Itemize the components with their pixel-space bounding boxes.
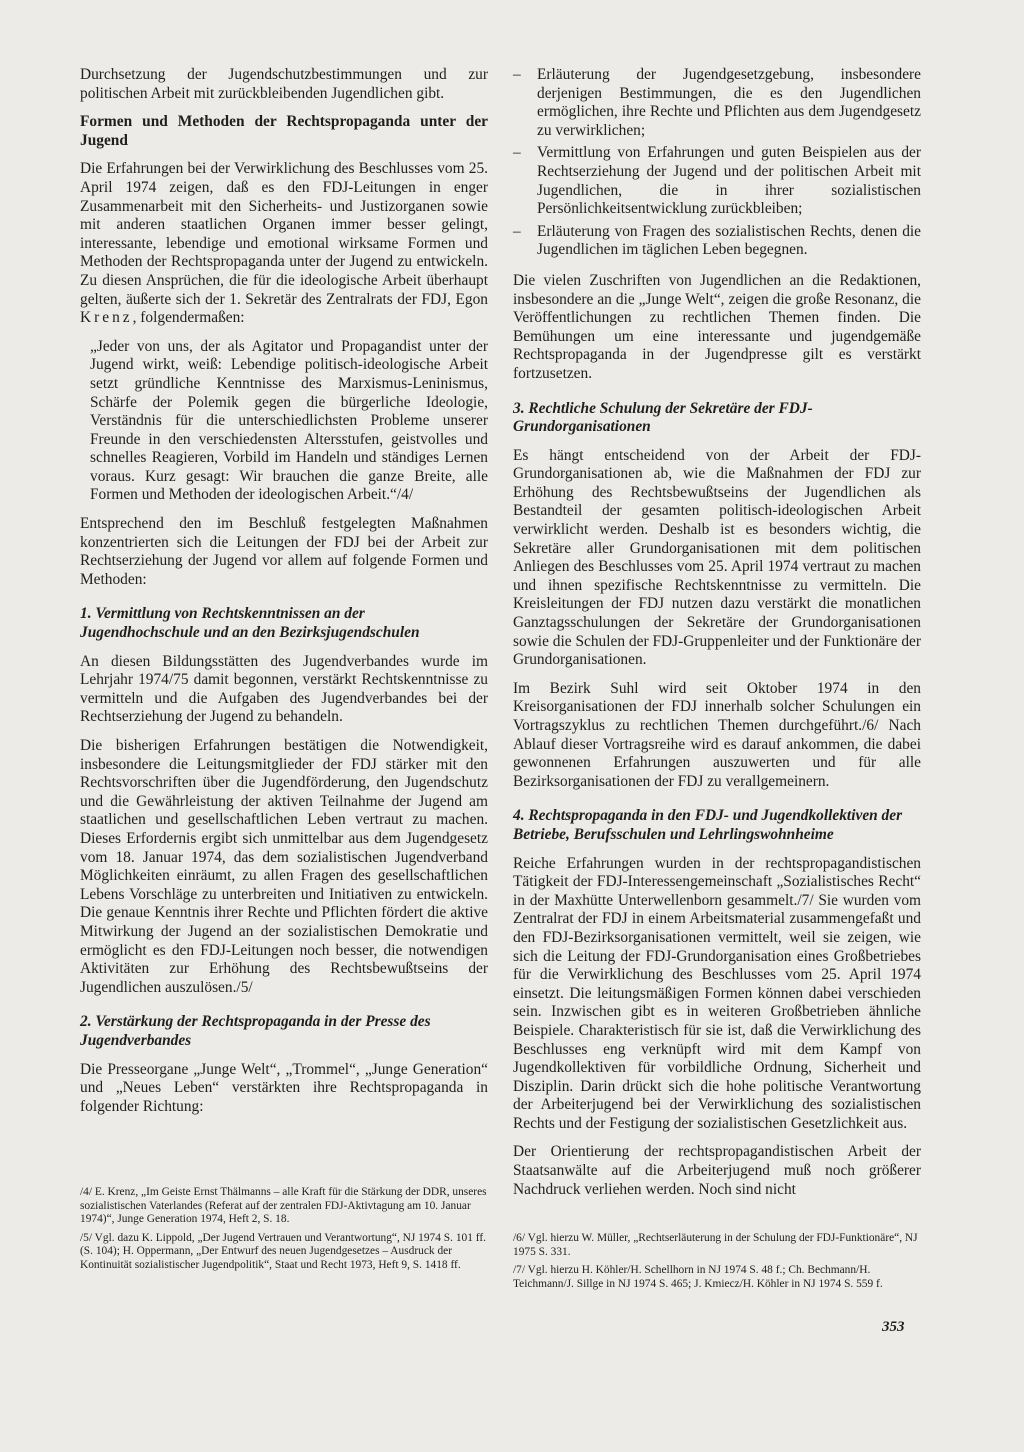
- left-column: [80, 66, 488, 1126]
- right-column: [513, 66, 921, 1209]
- list-item: – Erläuterung von Fragen des sozialistischen Rechts, denen die Jugendlichen im täglichen Leben begegnen.: [513, 223, 921, 260]
- author-name: Krenz: [80, 309, 133, 327]
- paragraph-text: Die Erfahrungen bei der Verwirklichung des Beschlusses vom 25. April 1974 zeigen, daß es den FDJ-Leitungen in enger Zusammenarbeit mit den Sicherheits- und Justizorganen sowie mit anderen staatlichen Organen immer besser gelingt, interessante, lebendige und emotional wirksame Formen und Methoden der Rechtspropaganda unter der Jugend zu entwickeln. Zu diesen Ansprüchen, die für die ideologische Arbeit überhaupt gelten, äußerte sich der 1. Sekretär des Zentralrats der FDJ, Egon: [80, 160, 488, 308]
- paragraph: Die vielen Zuschriften von Jugendlichen an die Redaktionen, insbesondere an die „Junge Welt“, zeigen die große Resonanz, die Veröffentlichungen zu rechtlichen Themen finden. Die Bemühungen um eine interessante und jugendgemäße Rechtspropaganda in der Jugendpresse gilt es verstärkt fortzusetzen.: [513, 271, 921, 382]
- footnotes-right: [513, 1232, 921, 1296]
- paragraph: Die bisherigen Erfahrungen bestätigen die Notwendigkeit, insbesondere die Leitungsmitglieder der FDJ stärker mit den Rechtsvorschriften über die Jugendförderung, den Jugendschutz und die Gewährleistung der aktiven Teilnahme der Jugend am staatlichen und gesellschaftlichen Leben vertraut zu machen. Dieses Erfordernis ergibt sich unmittelbar aus dem Jugendgesetz vom 18. Januar 1974, das dem sozialistischen Jugendverband Möglichkeiten einräumt, zu allen Fragen des gesellschaftlichen Lebens Vorschläge zu unterbreiten und Initiativen zu entwickeln. Die genaue Kenntnis ihrer Rechte und Pflichten fördert die aktive Mitwirkung der Jugend an der sozialistischen Demokratie und ermöglicht es den FDJ-Leitungen noch besser, die notwendigen Aktivitäten zur Erhöhung des Rechtsbewußtseins der Jugendlichen auszulösen./5/: [80, 737, 488, 996]
- footnote: /6/ Vgl. hierzu W. Müller, „Rechtserläuterung in der Schulung der FDJ-Funktionäre“, NJ 1975 S. 331.: [513, 1232, 918, 1258]
- paragraph: Die Presseorgane „Junge Welt“, „Trommel“, „Junge Generation“ und „Neues Leben“ verstärkten ihre Rechtspropaganda in folgender Richtung:: [80, 1060, 488, 1115]
- dash-list: [513, 66, 921, 260]
- paragraph: Es hängt entscheidend von der Arbeit der FDJ-Grundorganisationen ab, wie die Maßnahmen der FDJ zur Erhöhung des Rechtsbewußtseins der Jugendlichen als Bestandteil der gesamten politisch-ideologischen Arbeit verwirklicht werden. Deshalb ist es besonders wichtig, die Sekretäre aller Grundorganisationen mit dem politischen Anliegen des Beschlusses vom 25. April 1974 vertraut zu machen und ihnen spezifische Rechtskenntnisse zu vermitteln. Die Kreisleitungen der FDJ nutzen dazu verstärkt die monatlichen Ganztagsschulungen der Sekretäre der Grundorganisationen sowie die Schulen der FDJ-Gruppenleiter und der Funktionäre der Grundorganisationen.: [513, 446, 921, 669]
- subsection-heading-4: 4. Rechtspropaganda in den FDJ- und Jugendkollektiven der Betriebe, Berufsschulen und Lehrlingswohnheime: [513, 807, 903, 843]
- subsection-heading-3: 3. Rechtliche Schulung der Sekretäre der FDJ-Grundorganisationen: [513, 399, 813, 436]
- paragraph-text: , folgendermaßen:: [132, 309, 245, 327]
- section-heading: Formen und Methoden der Rechtspropaganda unter der Jugend: [80, 113, 488, 149]
- footnote: /7/ Vgl. hierzu H. Köhler/H. Schellhorn in NJ 1974 S. 48 f.; Ch. Bechmann/H. Teichmann/J. Sillge in NJ 1974 S. 465; J. Kmiecz/H. Köhler in NJ 1974 S. 559 f.: [513, 1264, 883, 1290]
- list-item: – Erläuterung der Jugendgesetzgebung, insbesondere derjenigen Bestimmungen, die es den Jugendlichen ermöglichen, ihre Rechte und Pflichten aus dem Jugendgesetz zu verwirklichen;: [513, 66, 921, 140]
- paragraph: Der Orientierung der rechtspropagandistischen Arbeit der Staatsanwälte auf die Arbeiterjugend muß noch größerer Nachdruck verliehen werden. Noch sind nicht: [513, 1143, 921, 1198]
- paragraph: [80, 160, 488, 327]
- footnote: /5/ Vgl. dazu K. Lippold, „Der Jugend Vertrauen und Verantwortung“, NJ 1974 S. 101 ff. (S. 104); H. Oppermann, „Der Entwurf des neuen Jugendgesetzes – Ausdruck der Kontinuität sozialistischer Jugendpolitik“, Staat und Recht 1973, Heft 9, S. 1418 ff.: [80, 1231, 486, 1271]
- page-number: 353: [882, 1319, 905, 1335]
- block-quote: „Jeder von uns, der als Agitator und Propagandist unter der Jugend wirkt, weiß: Lebendige politisch-ideologische Arbeit setzt gründliche Kenntnisse des Marxismus-Leninismus, Schärfe der Polemik gegen die bürgerliche Ideologie, Verständnis für die unterschiedlichsten Probleme unserer Freunde in den verschiedensten Altersstufen, geistvolles und schnelles Reagieren, Vorbild im Handeln und ständiges Lernen voraus. Kurz gesagt: Wir brauchen die ganze Breite, alle Formen und Methoden der ideologischen Arbeit.“/4/: [90, 337, 488, 504]
- footnote: /4/ E. Krenz, „Im Geiste Ernst Thälmanns – alle Kraft für die Stärkung der DDR, unseres sozialistischen Vaterlandes (Referat auf der zentralen FDJ-Aktivtagung am 10. Januar 1974)“, Junge Generation 1974, Heft 2, S. 18.: [80, 1186, 487, 1226]
- paragraph: An diesen Bildungsstätten des Jugendverbandes wurde im Lehrjahr 1974/75 damit begonnen, verstärkt Rechtskenntnisse zu vermitteln und die Aufgaben des Jugendverbandes bei der Rechtserziehung der Jugend zu behandeln.: [80, 652, 488, 726]
- footnotes-left: [80, 1186, 488, 1278]
- list-item: – Vermittlung von Erfahrungen und guten Beispielen aus der Rechtserziehung der Jugend und der politischen Arbeit mit Jugendlichen, die in ihrer sozialistischen Persönlichkeitsentwicklung zurückbleiben;: [513, 144, 921, 218]
- paragraph: Reiche Erfahrungen wurden in der rechtspropagandistischen Tätigkeit der FDJ-Interessengemeinschaft „Sozialistisches Recht“ in der Maxhütte Unterwellenborn gesammelt./7/ Sie wurden vom Zentralrat der FDJ in einem Arbeitsmaterial zusammengefaßt und den FDJ-Bezirksorganisationen vermittelt, weil sie zeigen, wie sich die Leitung der FDJ-Grundorganisation eines Großbetriebes für die Verwirklichung des Beschlusses vom 25. April 1974 einsetzt. Die leitungsmäßigen Formen können dabei verschieden sein. Inzwischen gibt es in weiteren Großbetrieben ähnliche Beispiele. Charakteristisch für sie ist, daß die Verwirklichung des Beschlusses eng verknüpft wird mit dem Kampf von Jugendkollektiven für vorbildliche Ordnung, Sicherheit und Disziplin. Darin drückt sich die hohe politische Verantwortung der Arbeiterjugend bei der Verwirklichung des sozialistischen Rechts und der Festigung der sozialistischen Gesetzlichkeit aus.: [513, 854, 921, 1132]
- paragraph: Im Bezirk Suhl wird seit Oktober 1974 in den Kreisorganisationen der FDJ innerhalb solcher Schulungen ein Vortragszyklus zu rechtlichen Themen durchgeführt./6/ Nach Ablauf dieser Vortragsreihe wird es darauf ankommen, die dabei gewonnenen Erfahrungen auszuwerten und für alle Bezirksorganisationen der FDJ zu verallgemeinern.: [513, 679, 921, 790]
- subsection-heading-2: 2. Verstärkung der Rechtspropaganda in der Presse des Jugendverbandes: [80, 1013, 431, 1049]
- paragraph: Entsprechend den im Beschluß festgelegten Maßnahmen konzentrierten sich die Leitungen der FDJ bei der Arbeit zur Rechtserziehung der Jugend vor allem auf folgende Formen und Methoden:: [80, 515, 488, 588]
- intro-paragraph: Durchsetzung der Jugendschutzbestimmungen und zur politischen Arbeit mit zurückbleibenden Jugendlichen gibt.: [80, 66, 488, 102]
- subsection-heading-1: 1. Vermittlung von Rechtskenntnissen an der Jugendhochschule und an den Bezirksjugendschulen: [80, 605, 420, 642]
